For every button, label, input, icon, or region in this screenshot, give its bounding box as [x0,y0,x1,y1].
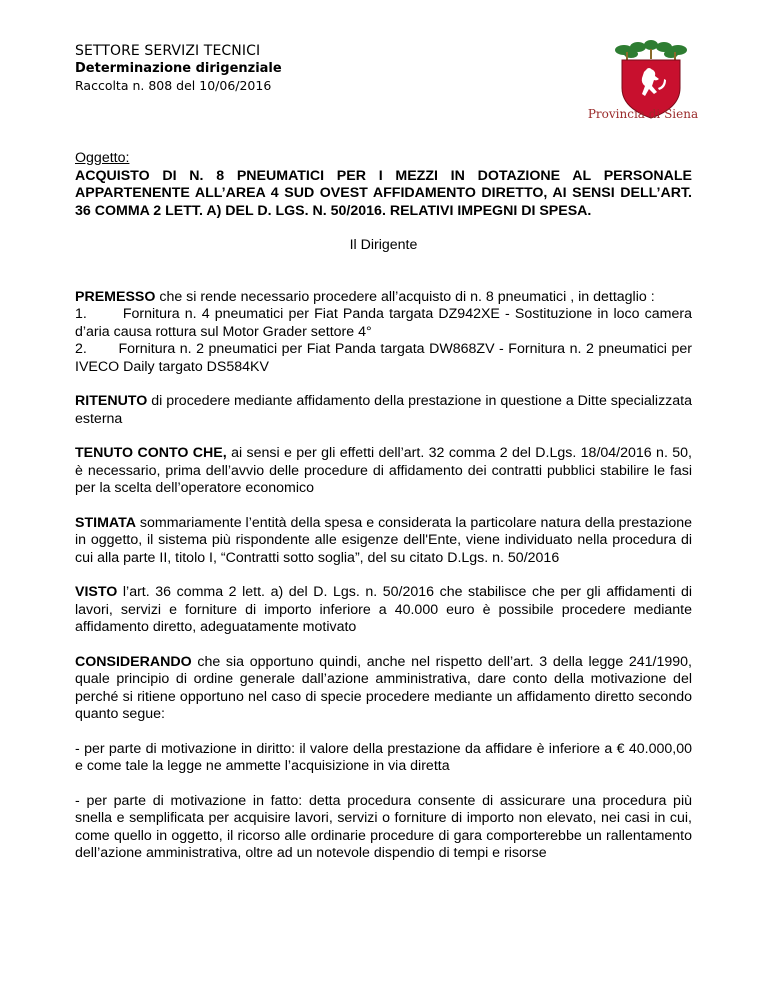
tenuto-keyword: TENUTO CONTO CHE, [75,445,227,461]
visto-keyword: VISTO [75,584,118,600]
visto-text: l’art. 36 comma 2 lett. a) del D. Lgs. n. 50/2016 che stabilisce che per gli affidamenti di lavori, servizi e forniture di importo inferiore a 40.000 euro è possibile procedere mediante affidamento diretto, adeguatamente motivato [75,584,692,635]
document-header [75,42,505,94]
document-type: Determinazione dirigenziale [75,61,282,76]
raccolta-number: Raccolta n. 808 del 10/06/2016 [75,78,272,93]
dirigente-heading: Il Dirigente [349,237,418,253]
ritenuto-paragraph [75,393,692,428]
stimata-text: sommariamente l’entità della spesa e considerata la particolare natura della prestazione in oggetto, il sistema più rispondente alle esigenze dell'Ente, viene individuato nella procedura di cui alla parte II, titolo I, “Contratti sotto soglia”, del su citato D.Lgs. n. 50/2016 [75,514,692,566]
ritenuto-keyword: RITENUTO [75,393,148,409]
premesso-item-1: 1. Fornitura n. 4 pneumatici per Fiat Panda targata DZ942XE - Sostituzione in loco camera d’aria causa rottura sul Motor Grader settore 4° [75,306,692,340]
motivazione-diritto: - per parte di motivazione in diritto: il valore della prestazione da affidare è inferiore a € 40.000,00 e come tale la legge ne ammette l’acquisizione in via diretta [75,740,692,774]
subject-text: ACQUISTO DI N. 8 PNEUMATICI PER I MEZZI IN DOTAZIONE AL PERSONALE APPARTENENTE ALL’AREA 4 SUD OVEST AFFIDAMENTO DIRETTO, AI SENSI DELL’ART. 36 COMMA 2 LETT. A) DEL D. LGS. N. 50/2016. RELATIVI IMPEGNI DI SPESA. [75,167,692,219]
stimata-paragraph [75,515,692,568]
provincia-name: Provincia di Siena [587,107,699,121]
considerando-keyword: CONSIDERANDO [75,653,192,670]
premesso-item-2: 2. Fornitura n. 2 pneumatici per Fiat Panda targata DW868ZV - Fornitura n. 2 pneumatici per IVECO Daily targato DS584KV [75,341,692,375]
document-body [75,150,692,863]
stimata-keyword: STIMATA [75,514,136,531]
settore-title: SETTORE SERVIZI TECNICI [75,43,261,59]
considerando-text: che sia opportuno quindi, anche nel rispetto dell’art. 3 della legge 241/1990, quale principio di ordine generale dall’azione amministrativa, dare conto della motivazione del perché si ritiene opportuno nel caso di specie procedere mediante un affidamento diretto secondo quanto segue: [75,653,692,722]
motivazione-fatto: - per parte di motivazione in fatto: detta procedura consente di assicurare una procedura più snella e semplificata per acquisire lavori, servizi o forniture di importo non elevato, nei casi in cui, come quello in oggetto, il ricorso alle ordinarie procedure di gara comporterebbe un rallentamento dell’azione amministrativa, oltre ad un notevole dispendio di tempi e risorse [75,792,692,861]
tenuto-text: ai sensi e per gli effetti dell’art. 32 comma 2 del D.Lgs. 18/04/2016 n. 50, è necessario, prima dell’avvio delle procedure di affidamento dei contratti pubblici stabilire le fasi per la scelta dell’operatore economico [75,445,692,496]
visto-paragraph [75,584,692,637]
ritenuto-text: di procedere mediante affidamento della prestazione in questione a Ditte specializzata esterna [75,393,692,427]
premesso-paragraph [75,289,692,307]
premesso-text: che si rende necessario procedere all’acquisto di n. 8 pneumatici , in dettaglio : [155,288,655,305]
subject-label: Oggetto: [75,150,130,166]
considerando-paragraph [75,654,692,724]
premesso-keyword: PREMESSO [75,288,156,305]
tenuto-conto-paragraph [75,445,692,498]
